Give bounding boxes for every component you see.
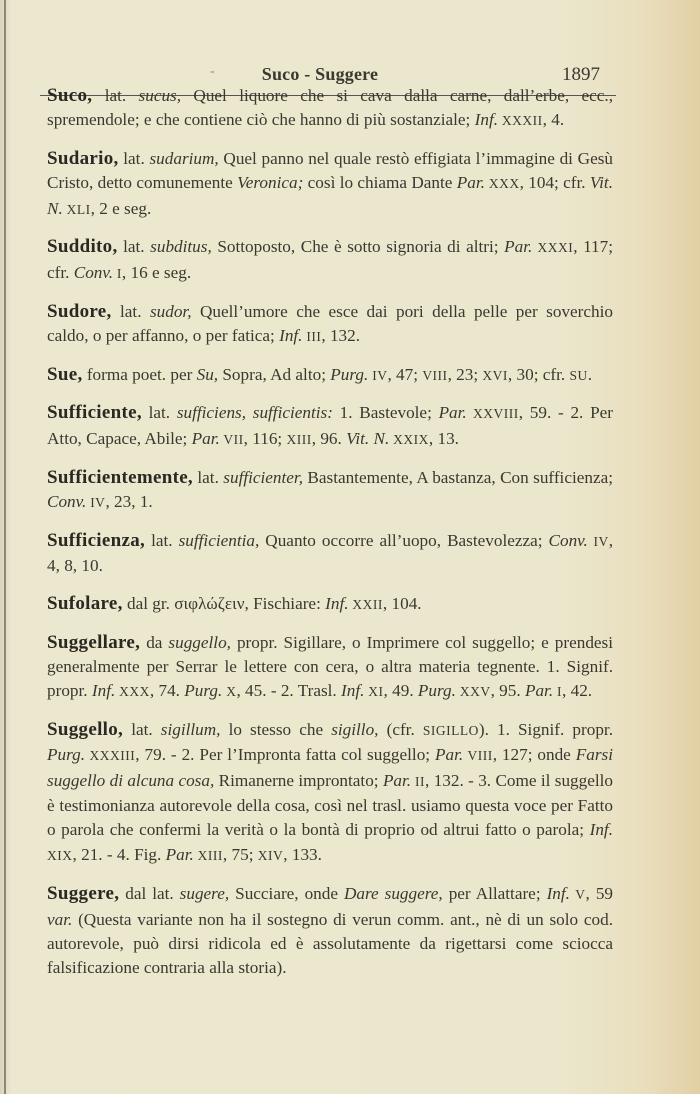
italic-text: Vit. N. xyxy=(47,173,613,218)
small-caps-ref: I xyxy=(113,265,122,281)
italic-text: sufficienter, xyxy=(223,467,303,487)
entry-text: dal gr. xyxy=(122,593,175,613)
entry-text: da xyxy=(140,632,169,652)
dictionary-entry xyxy=(47,466,613,516)
entry-text: , 104; cfr. xyxy=(519,173,590,193)
small-caps-ref: XXIX xyxy=(389,431,429,447)
entry-text: , 95. xyxy=(490,681,525,701)
entry-text: 1. Bastevole; xyxy=(332,403,439,423)
italic-text: Conv. xyxy=(47,491,87,511)
entry-text: lat. xyxy=(111,301,150,321)
italic-text: suggello, xyxy=(168,632,231,652)
dictionary-entry xyxy=(47,592,613,617)
small-caps-ref: IV xyxy=(368,367,388,383)
entry-text: , 117; cfr. xyxy=(47,237,613,282)
small-caps-ref: XXII xyxy=(348,596,383,612)
entry-text: lat. xyxy=(141,403,177,423)
entry-text: propr. Sigillare, o Imprimere col suggello; e prendesi generalmente per Serrar le lettere con cera, o altra materia tegnente. 1. Signif. propr. xyxy=(47,632,614,701)
entry-text: lat. xyxy=(145,530,179,550)
small-caps-ref: XIII xyxy=(193,848,223,864)
italic-text: Conv. xyxy=(548,530,588,550)
header-dash: - xyxy=(210,64,215,79)
entry-text: lo stesso che xyxy=(220,719,332,739)
entry-text: Quel panno nel quale restò effigiata l’immagine di Gesù Cristo, detto comunemente xyxy=(47,149,613,193)
entry-text: , 132. xyxy=(321,325,361,345)
italic-text: Inf. xyxy=(589,820,613,840)
italic-text: sugere, xyxy=(179,884,230,904)
dictionary-entry xyxy=(47,401,613,452)
italic-text: Par. xyxy=(504,237,533,257)
italic-text: Vit. N. xyxy=(346,428,390,448)
dictionary-entry xyxy=(47,147,613,222)
entry-text: Bastantemente, A bastanza, Con sufficienza; xyxy=(303,467,613,487)
small-caps-ref: XLI xyxy=(62,201,91,217)
italic-text: Par. xyxy=(435,745,464,765)
entry-text: forma poet. per xyxy=(82,364,197,384)
entry-text: . xyxy=(587,364,593,384)
entry-text: σιφλώζειν xyxy=(174,593,245,613)
entry-text: , 75; xyxy=(222,845,258,865)
entry-text: , 127; onde xyxy=(492,745,576,765)
italic-text: Inf. xyxy=(91,681,116,701)
italic-text: var. xyxy=(47,909,73,929)
small-caps-ref: XXX xyxy=(115,684,150,700)
entry-text: lat. xyxy=(192,467,224,487)
italic-text: sufficientia, xyxy=(178,530,260,550)
entry-text: Quanto occorre all’uopo, Bastevolezza; xyxy=(259,530,549,550)
entry-text: Rimanerne improntato; xyxy=(214,770,383,790)
entry-text: , 133. xyxy=(283,845,322,865)
entry-text: , 59. - 2. Per Atto, Capace, Abile; xyxy=(47,403,613,448)
small-caps-ref: II xyxy=(411,773,426,789)
entry-text: , 23, 1. xyxy=(105,491,153,511)
headword: Suggere, xyxy=(47,883,120,905)
headword: Suggellare, xyxy=(47,631,141,653)
italic-text: Par. xyxy=(438,403,467,423)
small-caps-ref: VIII xyxy=(463,748,493,764)
dictionary-entry xyxy=(47,882,613,980)
small-caps-ref: III xyxy=(302,328,322,344)
small-caps-ref: XXXI xyxy=(532,240,574,256)
entry-text: così lo chiama Dante xyxy=(303,173,457,193)
entry-text: , 79. - 2. Per l’Impronta fatta col suggello; xyxy=(135,745,436,765)
entry-text: , 49. xyxy=(383,681,418,701)
page-number: 1897 xyxy=(562,64,600,85)
entry-text: , 42. xyxy=(562,681,593,701)
headword: Sufficiente, xyxy=(47,402,142,424)
small-caps-ref: XIII xyxy=(286,431,312,447)
italic-text: Inf. xyxy=(325,593,349,613)
entry-text: , 30; cfr. xyxy=(507,364,570,384)
entry-text: , 59 xyxy=(585,884,614,904)
header-title: Suco - Suggere xyxy=(261,64,379,84)
italic-text: Conv. xyxy=(73,262,114,282)
italic-text: sucus, xyxy=(138,86,182,105)
small-caps-ref: VII xyxy=(219,431,244,447)
italic-text: Par. xyxy=(191,428,220,448)
entry-text: Quel liquore che si cava dalla carne, dall’erbe, ecc., spremendole; e che contiene ciò che hanno di più sostanziale; xyxy=(47,86,613,130)
italic-text: Veronica; xyxy=(237,173,304,193)
small-caps-ref: SIGILLO xyxy=(422,722,479,738)
italic-text: Purg. xyxy=(184,681,223,701)
entry-text: lat. xyxy=(117,237,151,257)
headword: Sufficienza, xyxy=(47,529,146,551)
headword: Sudore, xyxy=(47,300,112,322)
entry-text: , 13. xyxy=(428,428,459,448)
italic-text: sudarium, xyxy=(149,149,219,169)
entry-text: lat. xyxy=(118,149,150,169)
entry-text: Succiare, onde xyxy=(229,884,344,904)
entry-text: , Fischiare: xyxy=(244,593,326,613)
italic-text: Inf. xyxy=(279,325,303,345)
italic-text: Par. xyxy=(456,173,485,193)
entry-text: , 4, 8, 10. xyxy=(47,530,613,575)
small-caps-ref: XXX xyxy=(484,176,520,192)
entry-text: lat. xyxy=(123,719,161,739)
dictionary-entry xyxy=(47,235,613,286)
italic-text: Su, xyxy=(196,364,219,384)
headword: Sufolare, xyxy=(47,592,123,614)
small-caps-ref: SU xyxy=(569,367,588,383)
entry-text: , 23; xyxy=(447,364,483,384)
small-caps-ref: IV xyxy=(86,494,106,510)
italic-text: Farsi suggello di alcuna cosa, xyxy=(47,745,613,790)
small-caps-ref: XXXIII xyxy=(85,748,136,764)
small-caps-ref: XXVIII xyxy=(466,406,519,422)
small-caps-ref: I xyxy=(553,684,562,700)
small-caps-ref: XVI xyxy=(482,367,508,383)
headword: Sufficientemente, xyxy=(47,466,193,488)
entry-text: Sottoposto, Che è sotto signoria di altri; xyxy=(211,237,505,257)
italic-text: Purg. xyxy=(417,681,456,701)
italic-text: Inf. xyxy=(341,681,365,701)
dictionary-entry xyxy=(47,300,613,350)
small-caps-ref: XXV xyxy=(455,684,491,700)
italic-text: sufficiens, sufficientis: xyxy=(176,403,333,423)
dictionary-entry xyxy=(47,718,613,869)
entry-text: (cfr. xyxy=(378,719,423,739)
small-caps-ref: XXXII xyxy=(498,113,543,129)
italic-text: Purg. xyxy=(47,745,86,765)
entry-text: lat. xyxy=(92,86,139,105)
headword: Sue, xyxy=(47,363,83,385)
small-caps-ref: XIX xyxy=(47,848,73,864)
dictionary-entry xyxy=(47,363,613,388)
entry-text: dal lat. xyxy=(119,884,180,904)
entry-text: per Allattare; xyxy=(442,884,547,904)
entry-text: ). 1. Signif. propr. xyxy=(478,719,613,739)
italic-text: Par. xyxy=(382,770,412,790)
small-caps-ref: VIII xyxy=(422,367,448,383)
entry-text: , 96. xyxy=(311,428,347,448)
entry-text: , 21. - 4. Fig. xyxy=(72,845,166,865)
headword: Suco, xyxy=(47,85,93,106)
entry-text: , 16 e seg. xyxy=(121,262,192,282)
small-caps-ref: XIV xyxy=(257,848,284,864)
italic-text: sudor, xyxy=(149,301,192,321)
italic-text: Par. xyxy=(524,681,554,701)
italic-text: sigillo, xyxy=(331,719,379,739)
entry-text: , 74. xyxy=(149,681,185,701)
entry-text: , 132. - 3. Come il suggello è testimonianza autorevole della cosa, così nel trasl. usiamo questa voce per Fatto o parola che confermi la verità o la bontà di proprio od altrui fatto o parola; xyxy=(47,770,614,840)
entry-text: Sopra, Ad alto; xyxy=(218,364,331,384)
small-caps-ref: IV xyxy=(587,533,609,549)
small-caps-ref: V xyxy=(569,887,586,903)
dictionary-entry xyxy=(47,84,613,134)
headword: Suddito, xyxy=(47,236,118,258)
entry-text: , 116; xyxy=(243,428,287,448)
small-caps-ref: XI xyxy=(364,684,384,700)
italic-text: Inf. xyxy=(474,110,499,130)
page-edge xyxy=(4,0,6,1094)
entry-text: , 45. - 2. Trasl. xyxy=(236,681,342,701)
italic-text: Inf. xyxy=(546,884,570,904)
dictionary-entries xyxy=(47,84,613,994)
dictionary-entry xyxy=(47,529,613,579)
dictionary-entry xyxy=(47,631,613,705)
entry-text: , 4. xyxy=(542,110,565,130)
italic-text: Purg. xyxy=(330,364,369,384)
italic-text: Par. xyxy=(165,845,194,865)
entry-text: Quell’umore che esce dai pori della pelle per soverchio caldo, o per affanno, o per fatica; xyxy=(47,301,613,345)
entry-text: , 2 e seg. xyxy=(90,198,152,218)
italic-text: sigillum, xyxy=(160,719,221,739)
entry-text: , 47; xyxy=(387,364,423,384)
headword: Sudario, xyxy=(47,148,119,170)
headword: Suggello, xyxy=(47,718,124,740)
entry-text: (Questa variante non ha il sostegno di verun comm. ant., nè di un solo cod. autorevole, può dirsi ridicola ed è assolutamente da rigettarsi come sciocca falsificazione contraria alla storia). xyxy=(47,909,613,978)
italic-text: subditus, xyxy=(150,237,212,257)
italic-text: Dare suggere, xyxy=(343,884,443,904)
small-caps-ref: X xyxy=(222,684,237,700)
entry-text: , 104. xyxy=(382,593,422,613)
